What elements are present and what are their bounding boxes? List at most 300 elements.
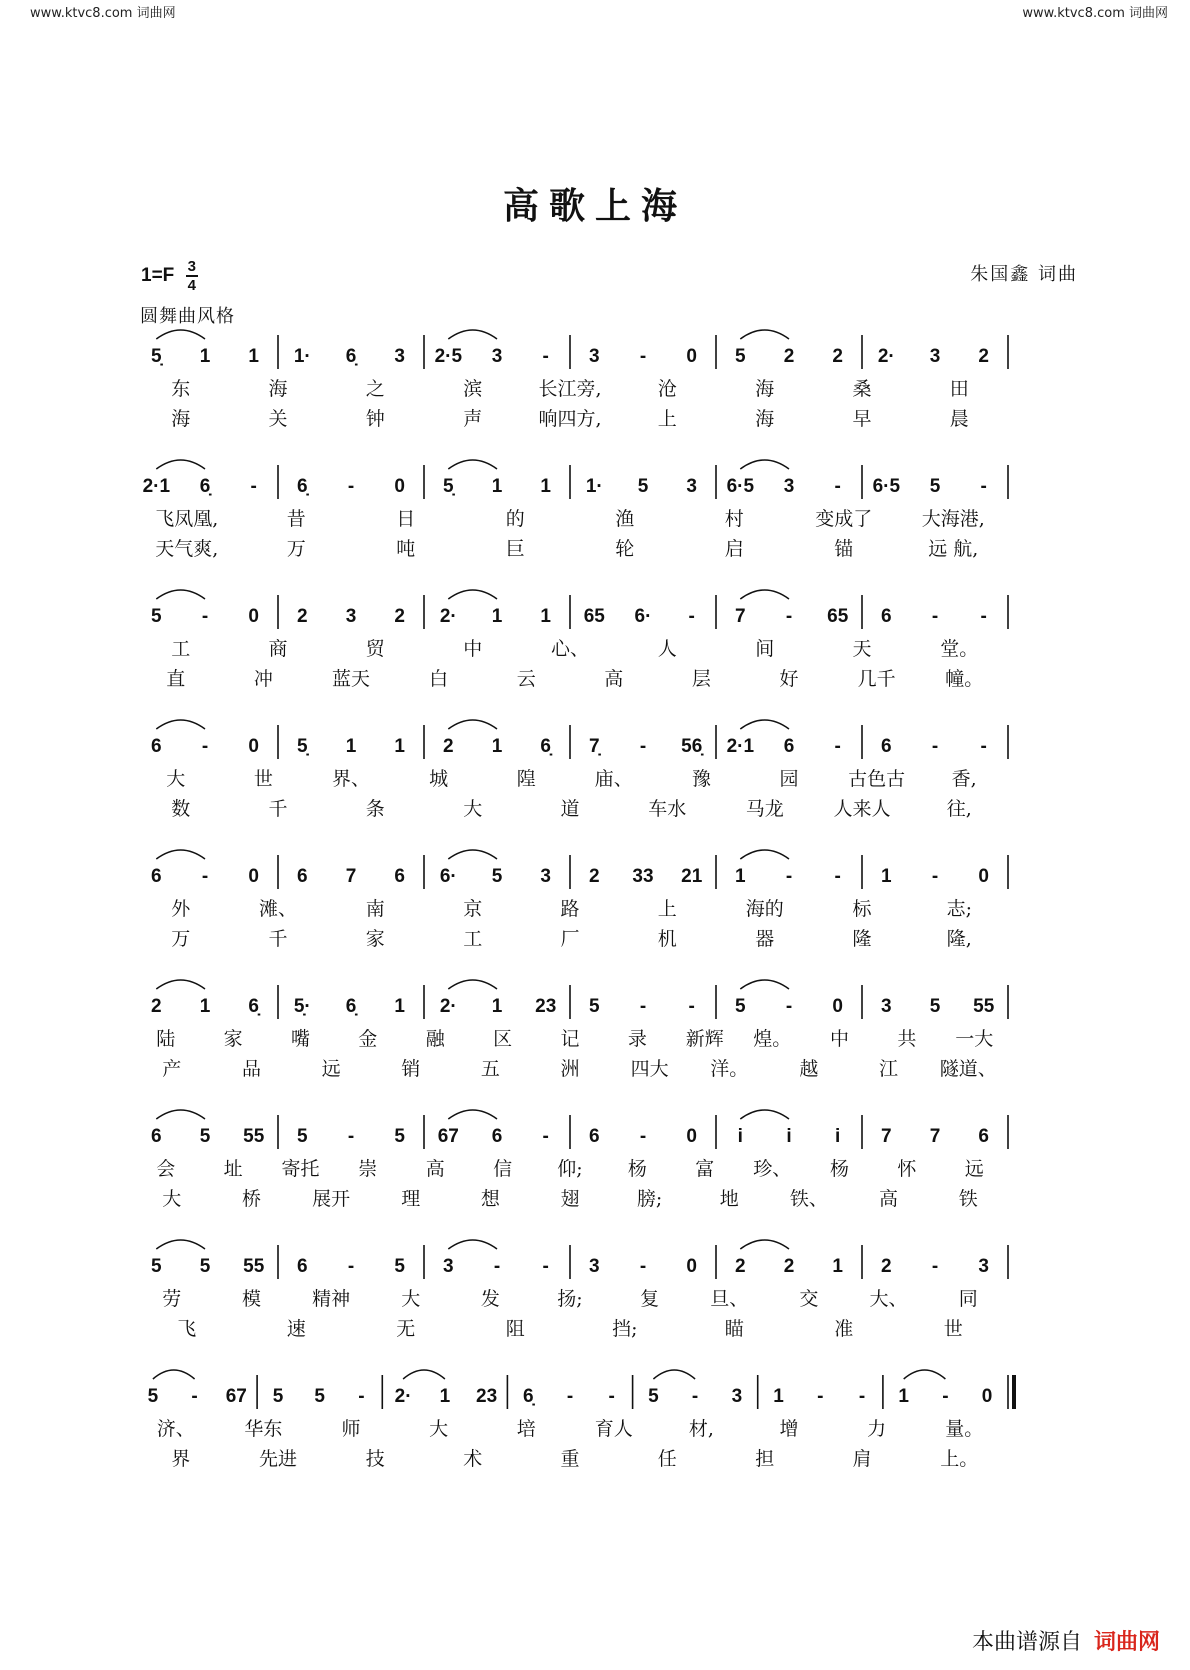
note: 2· [394,1386,412,1407]
note: 7 [735,606,746,627]
lyric: 想 [480,1188,500,1210]
lyric: 层 [691,668,711,690]
note: - [639,346,647,367]
composer-credit: 朱国鑫 词曲 [970,264,1078,285]
lyric: 济、 [156,1418,195,1440]
lyric: 上 [657,408,677,430]
lyric: 响四方, [538,408,602,430]
lyric: 肩 [852,1448,872,1470]
note: 3 [443,1256,454,1277]
lyric: 远 航, [928,538,979,560]
lyric-line-2 [162,1187,977,1210]
lyric: 商 [268,638,288,660]
lyric: 庙、 [594,768,633,790]
note: 2 [735,1256,746,1277]
lyric: 香, [951,768,977,790]
lyric: 家 [365,928,385,950]
lyric: 培 [516,1418,536,1440]
lyric: 五 [480,1058,500,1080]
slur-mark [153,1370,195,1379]
note: 5 [735,996,746,1017]
note: 0 [686,346,697,367]
watermark-left: www.ktvc8.com 词曲网 [30,6,176,21]
lyric: 大 [463,798,483,820]
lyric: 师 [341,1418,361,1440]
lyric: 工 [171,638,191,660]
lyric: 隧道、 [939,1058,997,1080]
lyric: 机 [657,928,677,950]
lyric: 滩、 [258,898,298,920]
lyric: 天气爽, [155,538,219,560]
lyric: 钟 [365,408,385,430]
lyric: 嘴 [290,1028,311,1050]
note: 3 [686,476,697,497]
note: 5 [648,1386,659,1407]
lyric: 铁、 [789,1188,828,1210]
lyric-line-2 [177,1318,963,1340]
note: - [639,1256,647,1277]
lyric: 大 [166,768,186,790]
lyric: 道 [560,798,580,820]
notes-row [143,476,987,497]
note: - [639,1126,647,1147]
lyric: 海 [755,408,775,430]
note: 5 [394,1126,405,1147]
slur-mark [156,330,205,339]
note: - [980,736,987,757]
lyric: 大、 [869,1288,908,1310]
lyric: 的 [505,508,525,530]
note: 2 [151,996,162,1017]
lyric: 长江旁, [538,378,602,400]
note: 2 [297,606,308,627]
note: 1 [898,1386,909,1407]
note: 0 [686,1126,697,1147]
lyric: 京 [463,898,483,920]
note: - [347,476,355,497]
lyric: 大海港, [921,508,985,530]
lyric: 车水 [648,798,687,820]
slur-mark [448,1240,497,1249]
lyric: 精神 [312,1288,351,1310]
note: 0 [248,736,259,757]
note: 3 [345,606,357,627]
note: 5 [199,1256,211,1277]
lyric: 冲 [253,668,273,690]
note: 23 [476,1386,498,1407]
lyric: 早 [852,408,872,430]
note: - [608,1386,615,1407]
note: - [942,1386,949,1407]
note: 1 [540,606,551,627]
lyric: 直 [166,668,186,690]
note: - [347,1126,355,1147]
lyric: 千 [268,928,288,950]
note: 2· [877,346,895,367]
note: i [786,1126,792,1147]
system-1 [151,330,1008,430]
lyric: 大 [162,1188,182,1210]
note: 6 [151,1126,162,1147]
note: 1 [199,996,211,1017]
footer-source: 本曲谱源自 [971,1630,1082,1655]
lyric: 田 [949,378,969,400]
lyric: 中 [829,1028,850,1050]
lyric-line-1 [156,1028,993,1050]
lyric: 海 [171,408,191,430]
note: - [493,1256,501,1277]
lyric: 复 [640,1288,660,1310]
lyric: 吨 [396,538,416,560]
note: 0 [686,1256,697,1277]
lyric: 世 [943,1318,963,1340]
note: i [835,1126,841,1147]
note: 3 [731,1386,743,1407]
note: 5 [491,866,503,887]
slur-mark [740,1240,789,1249]
note: 3 [540,866,551,887]
lyric-line-1 [166,768,976,790]
lyric: 轮 [615,538,635,560]
note: 1 [248,346,259,367]
lyric: 东 [171,378,191,400]
key-label: 1=F [141,265,175,286]
lyric: 挡; [612,1318,638,1340]
lyric: 铁 [958,1188,978,1210]
slur-mark [740,980,789,989]
lyric: 隆 [852,928,872,950]
lyric: 渔 [615,508,635,530]
note: 6̣ [523,1386,534,1407]
note: 7 [345,866,357,887]
lyric: 声 [463,408,483,430]
slur-mark [904,1370,946,1379]
note: 3 [589,346,600,367]
lyric: 人来人 [833,798,891,820]
lyric-line-1 [155,508,985,530]
system-4 [151,720,1008,820]
note: 1 [394,996,405,1017]
slur-mark [156,590,205,599]
lyric: 沧 [657,378,677,400]
slur-mark [740,1110,789,1119]
footer-brand-name: 词曲网 [1093,1630,1160,1655]
lyric: 越 [799,1058,819,1080]
lyric: 日 [396,508,416,530]
note: 5 [199,1126,211,1147]
note: - [691,1386,699,1407]
lyric: 界、 [331,768,371,790]
note: 6 [297,866,308,887]
lyric: 万 [286,538,306,560]
lyric: 世 [253,768,273,790]
note: 1 [491,476,503,497]
lyric: 信 [493,1158,513,1180]
slur-mark [740,720,789,729]
note: 7̣ [589,736,600,757]
note: 1 [345,736,357,757]
slur-mark [448,980,497,989]
lyric: 新辉 [685,1028,724,1050]
note: - [542,1256,549,1277]
note: 2 [443,736,454,757]
lyric-line-1 [156,1157,984,1180]
lyric: 锚 [834,538,854,560]
note: 6· [634,606,652,627]
note: 3 [783,476,795,497]
lyric: 天 [852,638,872,660]
note: 6 [589,1126,600,1147]
note: 6 [491,1126,503,1147]
note: - [542,1126,549,1147]
system-8 [151,1240,1008,1340]
watermark-right: www.ktvc8.com 词曲网 [1022,6,1168,21]
lyric: 幢。 [945,668,984,690]
lyric: 村 [724,508,744,530]
lyric-line-1 [171,638,978,660]
lyric: 间 [755,638,775,660]
lyric: 一大 [955,1028,994,1050]
lyric: 飞 [177,1318,197,1340]
note: 1· [293,346,311,367]
lyric: 录 [627,1028,647,1050]
system-7 [151,1110,1008,1210]
lyric: 术 [463,1448,483,1470]
lyric: 高 [878,1188,899,1210]
note: 5̣ [151,346,162,367]
note: - [931,1256,939,1277]
lyric: 变成了 [815,508,873,530]
note: 5̣· [293,996,311,1017]
lyric-line-1 [162,1288,977,1310]
lyric: 数 [171,798,191,820]
lyric: 桑 [852,378,872,400]
song-title: 高歌上海 [502,185,687,227]
lyric: 旦、 [710,1288,749,1310]
lyric: 育人 [594,1418,633,1440]
note: - [639,736,647,757]
lyric: 高 [604,668,624,690]
lyric-line-2 [171,408,969,430]
lyric: 马龙 [745,798,784,820]
slur-mark [653,1370,695,1379]
lyric: 增 [779,1418,799,1440]
note: 3 [881,996,892,1017]
note: 1· [585,476,603,497]
lyric-line-2 [171,798,972,820]
lyric: 理 [401,1188,421,1210]
note: 3 [394,346,405,367]
note: 6̣ [540,736,551,757]
lyric: 器 [755,928,775,950]
slur-mark [448,460,497,469]
lyric: 区 [493,1028,513,1050]
note: 1 [832,1256,843,1277]
lyric: 飞凤凰, [155,508,219,530]
note: 1 [491,606,503,627]
note: 6·5 [872,476,901,497]
lyric: 速 [286,1318,306,1340]
lyric: 巨 [505,538,525,560]
lyric: 崇 [358,1158,378,1180]
note: 0 [832,996,843,1017]
lyric: 力 [867,1418,887,1440]
note: 1 [199,346,211,367]
lyric-line-1 [171,898,972,920]
lyric: 会 [156,1158,176,1180]
note: 0 [394,476,405,497]
note: 0 [981,1386,993,1407]
system-9 [148,1370,1014,1470]
note: 2·1 [142,476,171,497]
lyric: 华东 [244,1418,283,1440]
lyric: 杨 [829,1158,850,1180]
system-6 [151,980,1008,1080]
note: 6̣ [345,346,357,367]
note: - [980,606,987,627]
slur-mark [156,850,205,859]
note: - [785,996,793,1017]
lyric: 膀; [636,1188,663,1210]
lyric: 上。 [940,1448,979,1470]
lyric: 条 [365,798,385,820]
note: 23 [535,996,557,1017]
slur-mark [156,460,205,469]
lyric: 上 [657,898,677,920]
lyric: 海 [268,378,288,400]
lyric: 工 [463,928,483,950]
lyric: 中 [463,638,483,660]
note: 0 [248,606,259,627]
lyric: 四大 [630,1058,669,1080]
lyric: 量。 [945,1418,984,1440]
note: 55 [973,996,995,1017]
lyric: 销 [401,1058,421,1080]
lyric: 豫 [691,768,711,790]
lyric-line-2 [155,538,978,560]
lyric: 寄托 [281,1158,320,1180]
note: - [785,866,793,887]
note: 5 [394,1256,405,1277]
note: 0 [978,866,989,887]
lyric: 陆 [156,1028,176,1050]
note: - [201,606,209,627]
note: - [688,606,695,627]
lyric: 江 [878,1058,899,1080]
note: 5̣ [443,476,454,497]
lyric: 往, [946,798,972,820]
note: 1 [439,1386,451,1407]
lyric: 展开 [312,1188,351,1210]
note: 2 [832,346,843,367]
note: 6̣ [345,996,357,1017]
note: 1 [773,1386,784,1407]
slur-mark [448,720,497,729]
note: 2 [978,346,989,367]
note: - [688,996,695,1017]
slur-mark [403,1370,445,1379]
lyric: 煌。 [753,1028,792,1050]
note: 6·5 [726,476,755,497]
note: 3 [929,346,941,367]
lyric: 任 [657,1448,677,1470]
lyric: 海的 [745,898,784,920]
notes-row [148,1386,993,1407]
footer-brand [972,1625,1160,1656]
lyric: 富 [695,1158,715,1180]
note: - [931,736,939,757]
note: 5 [589,996,600,1017]
lyric: 融 [425,1028,445,1050]
note: 5 [735,346,746,367]
lyric: 材, [688,1418,714,1440]
lyric: 瞄 [724,1318,744,1340]
lyric: 准 [834,1318,854,1340]
note: 6 [151,736,162,757]
slur-mark [156,1110,205,1119]
note: - [931,866,939,887]
lyric: 好 [779,668,799,690]
lyric: 发 [480,1288,500,1310]
lyric: 劳 [162,1288,182,1310]
slur-mark [448,330,497,339]
note: 21 [681,866,703,887]
note: 0 [248,866,259,887]
note: 1 [735,866,746,887]
lyric: 城 [429,768,449,790]
lyric: 记 [560,1028,580,1050]
note: 2· [439,996,457,1017]
slur-mark [156,1240,205,1249]
slur-mark [740,460,789,469]
note: - [201,866,209,887]
lyric: 地 [719,1188,739,1210]
note: 6 [881,606,892,627]
lyric: 阻 [505,1318,525,1340]
note: 5 [929,476,941,497]
note: 2 [589,866,600,887]
note: - [834,476,841,497]
slur-mark [740,850,789,859]
note: - [980,476,987,497]
note: - [358,1386,365,1407]
note: 2·1 [726,736,755,757]
lyric: 千 [268,798,288,820]
lyric: 之 [365,378,385,400]
lyric: 大 [401,1288,421,1310]
note: 55 [243,1126,265,1147]
lyric: 远 [964,1158,984,1180]
lyric: 无 [396,1318,416,1340]
note: 5̣ [297,736,308,757]
lyric: 远 [321,1058,341,1080]
lyric: 金 [358,1028,378,1050]
note: 1 [540,476,551,497]
note: 2 [783,346,795,367]
lyric: 珍、 [753,1158,792,1180]
note: 6· [439,866,457,887]
note: - [834,736,841,757]
note: 2· [439,606,457,627]
slur-mark [156,980,205,989]
note: 2 [394,606,405,627]
lyric: 大 [429,1418,449,1440]
note: 5 [637,476,649,497]
lyric: 洋。 [710,1058,749,1080]
lyric: 白 [429,668,449,690]
slur-mark [448,850,497,859]
lyric: 担 [755,1448,775,1470]
